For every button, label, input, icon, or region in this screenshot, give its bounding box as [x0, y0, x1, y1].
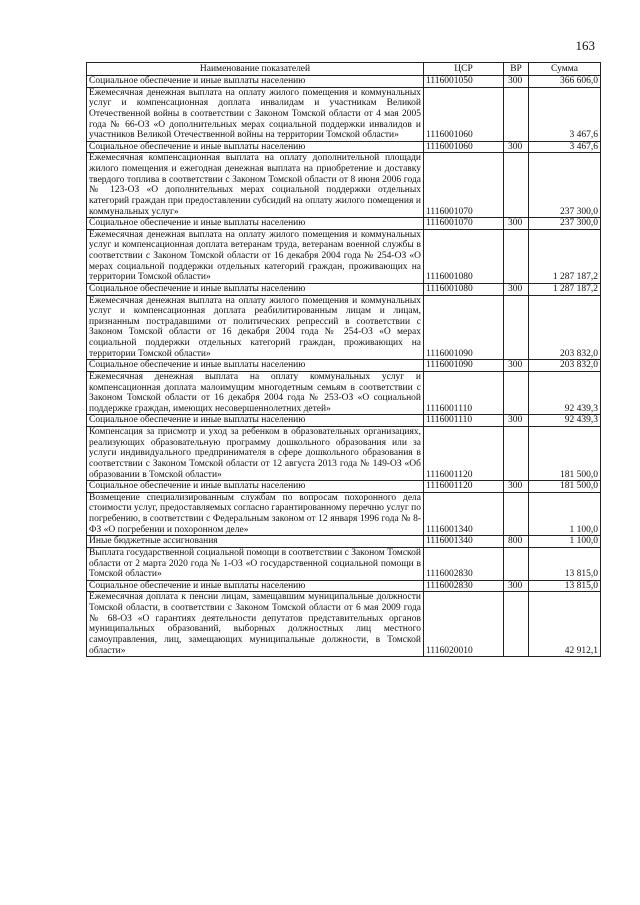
row-vr-cell [504, 229, 529, 283]
row-vr-cell: 300 [504, 283, 529, 295]
row-sum-cell: 181 500,0 [529, 427, 601, 481]
row-vr-cell: 300 [504, 76, 529, 88]
table-row [87, 536, 601, 548]
row-csr-cell: 1116020010 [424, 592, 504, 657]
table-body [87, 76, 601, 657]
row-sum-cell: 237 300,0 [529, 218, 601, 230]
row-sum-cell: 366 606,0 [529, 76, 601, 88]
page-number: 163 [575, 38, 595, 53]
row-sum-cell: 203 832,0 [529, 295, 601, 360]
row-csr-cell: 1116001090 [424, 295, 504, 360]
row-csr-cell: 1116002830 [424, 547, 504, 580]
row-csr-cell: 1116001080 [424, 229, 504, 283]
row-sum-cell: 13 815,0 [529, 580, 601, 592]
row-sum-cell: 1 100,0 [529, 536, 601, 548]
table-row [87, 283, 601, 295]
row-csr-cell: 1116001050 [424, 76, 504, 88]
row-sum-cell: 42 912,1 [529, 592, 601, 657]
row-sum-cell: 13 815,0 [529, 547, 601, 580]
header-name: Наименование показателей [87, 63, 424, 76]
row-csr-cell: 1116001120 [424, 427, 504, 481]
row-name-cell: Социальное обеспечение и иные выплаты населению [87, 415, 424, 427]
row-name-cell: Социальное обеспечение и иные выплаты населению [87, 76, 424, 88]
row-vr-cell [504, 547, 529, 580]
table-row [87, 371, 601, 415]
table-row [87, 87, 601, 141]
row-sum-cell: 1 287 187,2 [529, 229, 601, 283]
row-vr-cell [504, 295, 529, 360]
budget-table [86, 62, 601, 657]
row-sum-cell: 1 287 187,2 [529, 283, 601, 295]
row-vr-cell [504, 492, 529, 536]
table-row [87, 547, 601, 580]
header-sum: Сумма [529, 63, 601, 76]
header-csr: ЦСР [424, 63, 504, 76]
row-vr-cell: 300 [504, 141, 529, 153]
table-row [87, 141, 601, 153]
row-name-cell: Ежемесячная доплата к пенсии лицам, замещавшим муниципальные должности Томской области, в соответствии с Законом Томской области от 6 мая 2009 года № 68-ОЗ «О гарантиях деятельности депутатов представительных органов муниципальных образований, выборных должностных лиц местного самоуправления, лиц, замещающих муниципальные должности, в Томской области» [87, 592, 424, 657]
row-name-cell: Социальное обеспечение и иные выплаты населению [87, 141, 424, 153]
row-csr-cell: 1116001340 [424, 536, 504, 548]
table-row [87, 427, 601, 481]
row-csr-cell: 1116001120 [424, 481, 504, 493]
table-row [87, 415, 601, 427]
row-csr-cell: 1116001060 [424, 141, 504, 153]
row-csr-cell: 1116001110 [424, 371, 504, 415]
row-sum-cell: 3 467,6 [529, 87, 601, 141]
row-vr-cell: 300 [504, 415, 529, 427]
row-csr-cell: 1116001340 [424, 492, 504, 536]
table-row [87, 592, 601, 657]
row-name-cell: Социальное обеспечение и иные выплаты населению [87, 360, 424, 372]
row-vr-cell: 800 [504, 536, 529, 548]
row-name-cell: Ежемесячная денежная выплата на оплату коммунальных услуг и компенсационная доплата малоимущим многодетным семьям в соответствии с Законом Томской области от 16 декабря 2004 года № 253-ОЗ «О социальной поддержке граждан, имеющих несовершеннолетних детей» [87, 371, 424, 415]
table-header-row [87, 63, 601, 76]
row-name-cell: Ежемесячная компенсационная выплата на оплату дополнительной площади жилого помещения и ежегодная денежная выплата на приобретение и доставку твердого топлива в соответствии с Законом Томской области от 8 июня 2006 года № 123-ОЗ «О дополнительных мерах социальной поддержки отдельных категорий граждан при предоставлении субсидий на оплату жилого помещения и коммунальных услуг» [87, 153, 424, 218]
table-row [87, 229, 601, 283]
table-row [87, 295, 601, 360]
row-vr-cell [504, 371, 529, 415]
row-sum-cell: 3 467,6 [529, 141, 601, 153]
row-name-cell: Иные бюджетные ассигнования [87, 536, 424, 548]
row-csr-cell: 1116001070 [424, 218, 504, 230]
row-vr-cell [504, 87, 529, 141]
row-sum-cell: 203 832,0 [529, 360, 601, 372]
table-row [87, 76, 601, 88]
row-name-cell: Социальное обеспечение и иные выплаты населению [87, 218, 424, 230]
row-name-cell: Социальное обеспечение и иные выплаты населению [87, 580, 424, 592]
row-sum-cell: 237 300,0 [529, 153, 601, 218]
row-csr-cell: 1116001070 [424, 153, 504, 218]
row-csr-cell: 1116001060 [424, 87, 504, 141]
row-vr-cell: 300 [504, 481, 529, 493]
table-row [87, 492, 601, 536]
row-sum-cell: 92 439,3 [529, 371, 601, 415]
row-vr-cell: 300 [504, 360, 529, 372]
row-csr-cell: 1116001090 [424, 360, 504, 372]
table-row [87, 218, 601, 230]
row-csr-cell: 1116002830 [424, 580, 504, 592]
row-name-cell: Выплата государственной социальной помощи в соответствии с Законом Томской области от 2 марта 2020 года № 1-ОЗ «О государственной социальной помощи в Томской области» [87, 547, 424, 580]
row-name-cell: Компенсация за присмотр и уход за ребенком в образовательных организациях, реализующих образовательную программу дошкольного образования или за услуги индивидуального предпринимателя в сфере дошкольного образования в соответствии с Законом Томской области от 12 августа 2013 года № 149-ОЗ «Об образовании в Томской области» [87, 427, 424, 481]
row-name-cell: Социальное обеспечение и иные выплаты населению [87, 283, 424, 295]
row-vr-cell: 300 [504, 580, 529, 592]
row-vr-cell [504, 427, 529, 481]
row-csr-cell: 1116001080 [424, 283, 504, 295]
row-sum-cell: 92 439,3 [529, 415, 601, 427]
row-vr-cell [504, 153, 529, 218]
table-row [87, 580, 601, 592]
table-row [87, 360, 601, 372]
row-name-cell: Социальное обеспечение и иные выплаты населению [87, 481, 424, 493]
row-sum-cell: 181 500,0 [529, 481, 601, 493]
row-name-cell: Ежемесячная денежная выплата на оплату жилого помещения и коммунальных услуг и компенсационная доплата инвалидам и участникам Великой Отечественной войны в соответствии с Законом Томской области от 4 мая 2005 года № 66-ОЗ «О дополнительных мерах социальной поддержки инвалидов и участников Великой Отечественной войны на территории Томской области» [87, 87, 424, 141]
row-vr-cell: 300 [504, 218, 529, 230]
row-name-cell: Возмещение специализированным службам по вопросам похоронного дела стоимости услуг, предоставляемых согласно гарантированному перечню услуг по погребению, в соответствии с Федеральным законом от 12 января 1996 года № 8-ФЗ «О погребении и похоронном деле» [87, 492, 424, 536]
table-row [87, 153, 601, 218]
table-row [87, 481, 601, 493]
row-name-cell: Ежемесячная денежная выплата на оплату жилого помещения и коммунальных услуг и компенсационная доплата реабилитированным лицам и лицам, признанным пострадавшими от политических репрессий в соответствии с Законом Томской области от 16 декабря 2004 года № 254-ОЗ «О мерах социальной поддержки отдельных категорий граждан, проживающих на территории Томской области» [87, 295, 424, 360]
row-name-cell: Ежемесячная денежная выплата на оплату жилого помещения и коммунальных услуг и компенсационная доплата ветеранам труда, ветеранам военной службы в соответствии с Законом Томской области от 16 декабря 2004 года № 254-ОЗ «О мерах социальной поддержки отдельных категорий граждан, проживающих на территории Томской области» [87, 229, 424, 283]
row-csr-cell: 1116001110 [424, 415, 504, 427]
header-vr: ВР [504, 63, 529, 76]
row-sum-cell: 1 100,0 [529, 492, 601, 536]
row-vr-cell [504, 592, 529, 657]
